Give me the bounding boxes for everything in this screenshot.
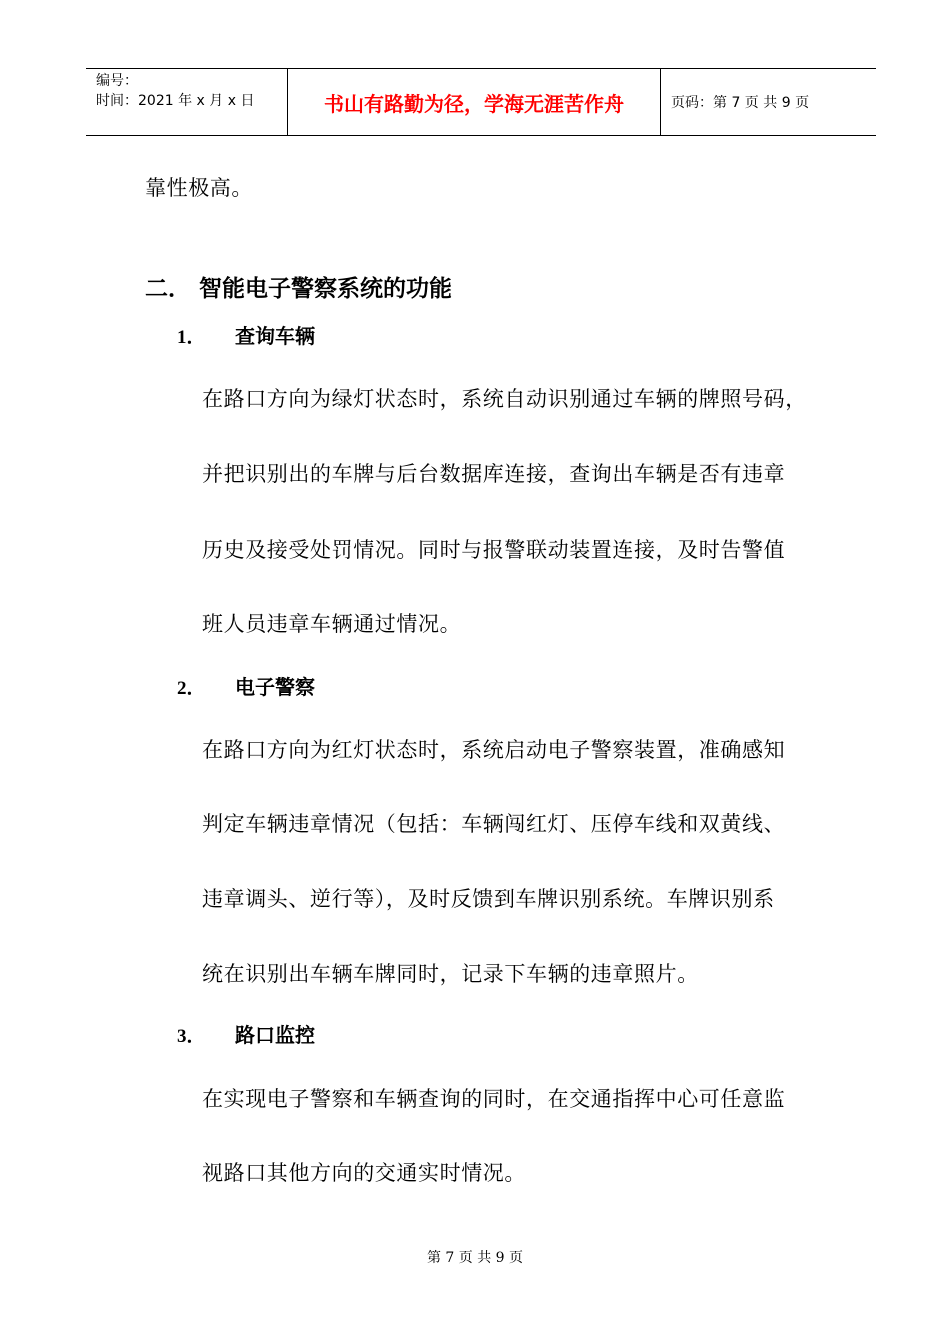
item-1-number: 1． <box>177 327 206 348</box>
item-1-line-4: 班人员违章车辆通过情况。 <box>202 612 462 636</box>
item-1-title: 查询车辆 <box>235 324 315 348</box>
item-2-line-1: 在路口方向为红灯状态时，系统启动电子警察装置，准确感知 <box>202 738 786 762</box>
document-number: 编号： <box>96 73 138 89</box>
item-2-number: 2． <box>177 678 206 699</box>
item-3-title: 路口监控 <box>235 1023 315 1047</box>
continuation-text: 靠性极高。 <box>145 176 253 200</box>
header-motto: 书山有路勤为径，学海无涯苦作舟 <box>287 69 661 135</box>
item-2-title: 电子警察 <box>235 675 315 699</box>
header-page-info: 页码：第 7 页 共 9 页 <box>671 95 810 111</box>
page-footer: 第 7 页 共 9 页 <box>426 1250 524 1266</box>
header-meta <box>86 69 287 135</box>
item-3-line-1: 在实现电子警察和车辆查询的同时，在交通指挥中心可任意监 <box>202 1087 786 1111</box>
item-2-line-3: 违章调头、逆行等），及时反馈到车牌识别系统。车牌识别系 <box>202 887 775 911</box>
item-1-line-1: 在路口方向为绿灯状态时，系统自动识别通过车辆的牌照号码， <box>202 387 807 411</box>
section-title: 二． 智能电子警察系统的功能 <box>145 276 453 302</box>
page-header <box>86 68 876 136</box>
item-3-number: 3． <box>177 1026 206 1047</box>
item-3-line-2: 视路口其他方向的交通实时情况。 <box>202 1161 526 1185</box>
item-2-line-4: 统在识别出车辆车牌同时，记录下车辆的违章照片。 <box>202 962 699 986</box>
document-time: 时间：2021 年 x 月 x 日 <box>96 93 255 109</box>
item-1-line-3: 历史及接受处罚情况。同时与报警联动装置连接，及时告警值 <box>202 538 786 562</box>
item-1-line-2: 并把识别出的车牌与后台数据库连接，查询出车辆是否有违章 <box>202 462 786 486</box>
item-2-line-2: 判定车辆违章情况（包括：车辆闯红灯、压停车线和双黄线、 <box>202 812 786 836</box>
